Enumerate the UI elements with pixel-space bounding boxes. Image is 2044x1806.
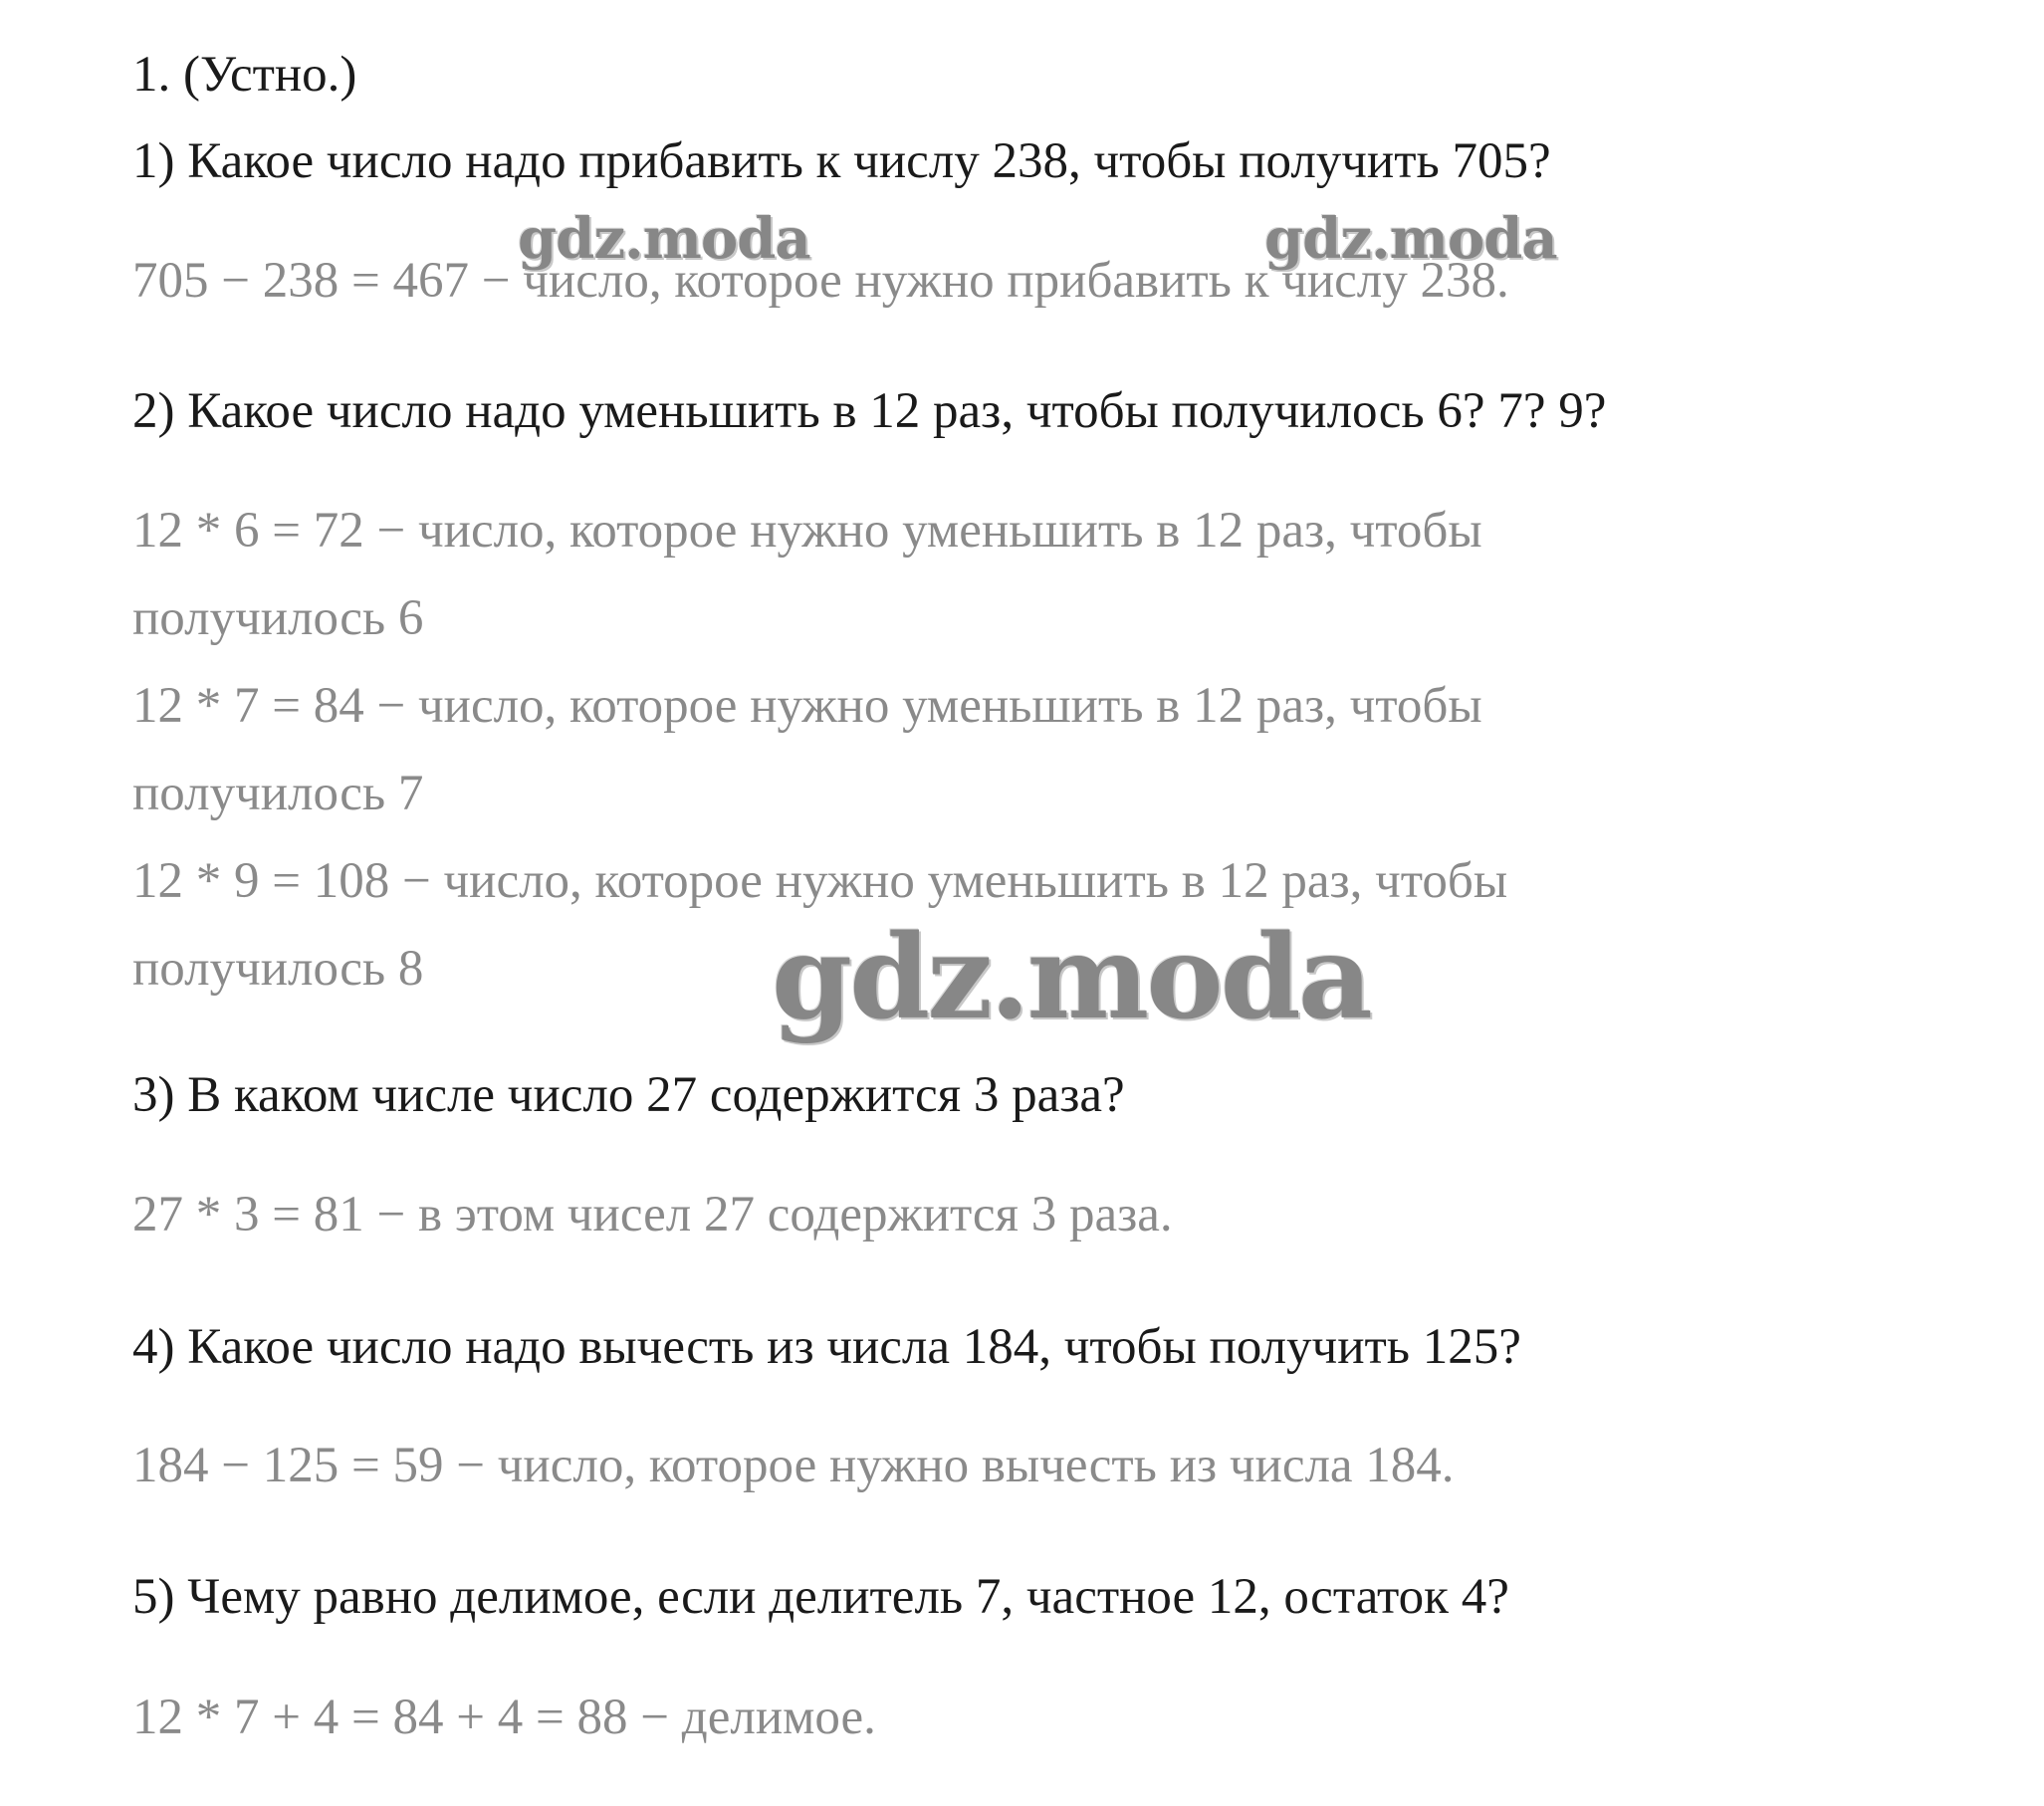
task-1-answer: 705 − 238 = 467 − число, которое нужно прибавить к числу 238. [132, 253, 1509, 309]
watermark-logo: gdz.moda [1264, 206, 1557, 272]
task-2-answer-2: 12 * 7 = 84 − число, которое нужно уменьшить в 12 раз, чтобы [132, 678, 1482, 734]
task-1-question: 1) Какое число надо прибавить к числу 238, чтобы получить 705? [132, 133, 1551, 189]
exercise-title: 1. (Устно.) [132, 47, 357, 103]
task-2-answer-1: 12 * 6 = 72 − число, которое нужно уменьшить в 12 раз, чтобы [132, 503, 1482, 559]
task-3-question: 3) В каком числе число 27 содержится 3 раза? [132, 1067, 1125, 1123]
watermark-logo: gdz.moda [772, 910, 1370, 1045]
task-2-question: 2) Какое число надо уменьшить в 12 раз, чтобы получилось 6? 7? 9? [132, 383, 1607, 439]
task-5-question: 5) Чему равно делимое, если делитель 7, частное 12, остаток 4? [132, 1569, 1509, 1625]
task-2-answer-2-cont: получилось 7 [132, 766, 424, 821]
task-4-answer: 184 − 125 = 59 − число, которое нужно вычесть из числа 184. [132, 1438, 1455, 1493]
task-2-answer-3-cont: получилось 8 [132, 941, 424, 997]
task-2-answer-3: 12 * 9 = 108 − число, которое нужно уменьшить в 12 раз, чтобы [132, 853, 1508, 909]
task-3-answer: 27 * 3 = 81 − в этом чисел 27 содержится 3 раза. [132, 1187, 1173, 1242]
task-5-answer: 12 * 7 + 4 = 84 + 4 = 88 − делимое. [132, 1690, 876, 1745]
task-2-answer-1-cont: получилось 6 [132, 590, 424, 646]
watermark-logo: gdz.moda [518, 206, 810, 272]
task-4-question: 4) Какое число надо вычесть из числа 184, чтобы получить 125? [132, 1319, 1521, 1375]
